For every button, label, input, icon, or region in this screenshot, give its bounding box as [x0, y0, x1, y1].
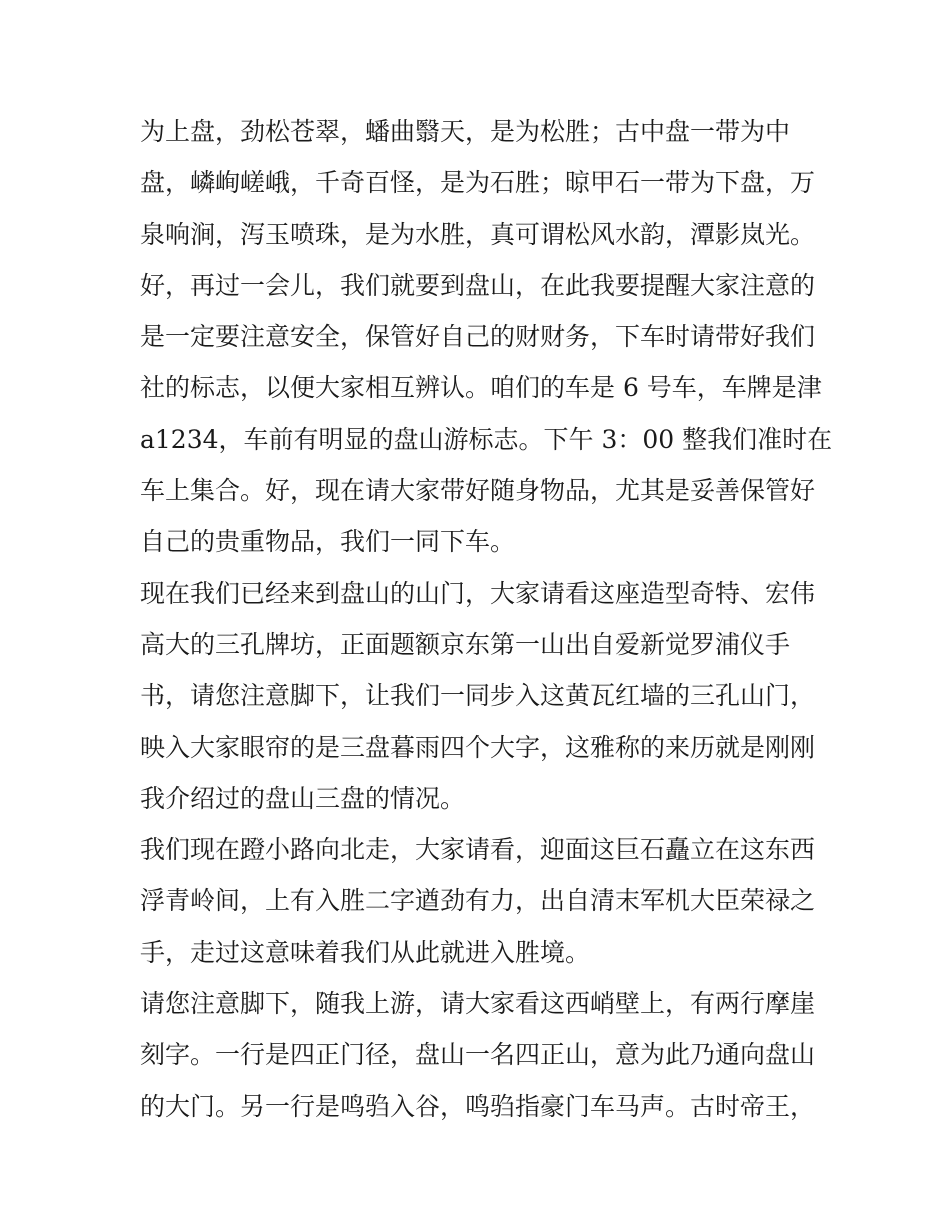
text-line: 自己的贵重物品，我们一同下车。: [140, 527, 516, 557]
text-line: 社的标志，以便大家相互辨认。咱们的车是 6 号车，车牌是津: [140, 373, 822, 403]
text-line: 请您注意脚下，随我上游，请大家看这西峭壁上，有两行摩崖: [140, 989, 816, 1019]
text-line: 刻字。一行是四正门径，盘山一名四正山，意为此乃通向盘山: [140, 1040, 816, 1070]
text-line: 我介绍过的盘山三盘的情况。: [140, 783, 466, 813]
document-body: [140, 106, 833, 1132]
text-line: 泉响涧，泻玉喷珠，是为水胜，真可谓松风水韵，潭影岚光。: [140, 219, 816, 249]
text-line: 为上盘，劲松苍翠，蟠曲翳天，是为松胜；古中盘一带为中: [140, 117, 791, 146]
text-line: 是一定要注意安全，保管好自己的财财务，下车时请带好我们: [140, 322, 816, 352]
text-line: 书，请您注意脚下，让我们一同步入这黄瓦红墙的三孔山门，: [140, 681, 816, 711]
text-line: 盘，嶙峋嵯峨，千奇百怪，是为石胜；晾甲石一带为下盘，万: [140, 168, 816, 198]
text-line: 手，走过这意味着我们从此就进入胜境。: [140, 937, 591, 967]
text-line: 我们现在蹬小路向北走，大家请看，迎面这巨石矗立在这东西: [140, 835, 816, 865]
text-line: 的大门。另一行是鸣驺入谷，鸣驺指豪门车马声。古时帝王，: [140, 1091, 816, 1121]
text-line: 浮青岭间，上有入胜二字遒劲有力，出自清末军机大臣荣禄之: [140, 886, 816, 916]
text-line: 现在我们已经来到盘山的山门，大家请看这座造型奇特、宏伟: [140, 578, 816, 608]
text-line: a1234，车前有明显的盘山游标志。下午 3：00 整我们准时在: [140, 424, 833, 454]
text-line: 高大的三孔牌坊，正面题额京东第一山出自爱新觉罗浦仪手: [140, 629, 791, 659]
text-line: 好，再过一会儿，我们就要到盘山，在此我要提醒大家注意的: [140, 270, 816, 300]
text-line: 映入大家眼帘的是三盘暮雨四个大字，这雅称的来历就是刚刚: [140, 732, 816, 762]
text-line: 车上集合。好，现在请大家带好随身物品，尤其是妥善保管好: [140, 476, 816, 506]
